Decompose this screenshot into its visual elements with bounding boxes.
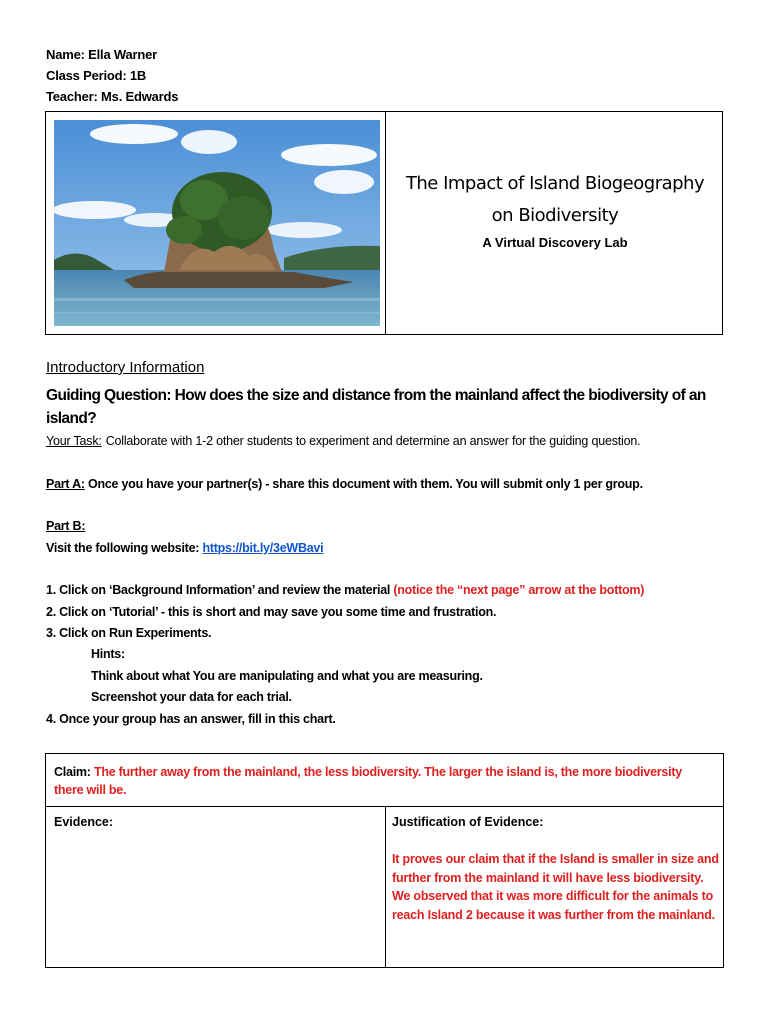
justification-text[interactable]: It proves our claim that if the Island is smaller in size and further from the mainland it will have less biodiversity. We observed that it was more difficult for the animals to reach Island 2 because it was further from the mainland. — [392, 852, 719, 922]
part-a-text: Once you have your partner(s) - share this document with them. You will submit only 1 per group. — [88, 477, 643, 491]
visit-text: Visit the following website: — [46, 541, 200, 555]
hint-2: Screenshot your data for each trial. — [91, 690, 292, 704]
task-line — [46, 434, 640, 448]
teacher-name: Teacher: Ms. Edwards — [46, 89, 179, 104]
evidence-label: Evidence: — [54, 815, 114, 829]
document-subtitle: A Virtual Discovery Lab — [482, 235, 628, 250]
part-a-label: Part A: — [46, 477, 85, 491]
step-1 — [46, 583, 644, 597]
title-table — [45, 111, 723, 335]
claim-label: Claim: — [54, 765, 91, 779]
document-title-line2: on Biodiversity — [491, 205, 619, 226]
task-text: Collaborate with 1-2 other students to experiment and determine an answer for the guiding question. — [105, 434, 641, 448]
column-divider — [385, 806, 386, 968]
step-1-note: (notice the “next page” arrow at the bottom) — [393, 583, 645, 597]
hint-1: Think about what You are manipulating and what you are measuring. — [91, 669, 483, 683]
claim-text: The further away from the mainland, the less biodiversity. The larger the island is, the more biodiversity there will be. — [54, 765, 682, 797]
title-text — [386, 168, 724, 252]
class-period: Class Period: 1B — [46, 68, 147, 83]
student-name: Name: Ella Warner — [46, 47, 157, 62]
visit-line — [46, 541, 323, 555]
task-label: Your Task: — [46, 434, 102, 448]
claim-evidence-table — [45, 753, 724, 968]
step-4: 4. Once your group has an answer, fill in this chart. — [46, 712, 336, 726]
website-link[interactable]: https://bit.ly/3eWBavi — [202, 541, 324, 555]
part-b-label: Part B: — [46, 519, 86, 533]
document-title-line1: The Impact of Island Biogeography — [405, 173, 705, 194]
hints-label: Hints: — [91, 647, 125, 661]
step-1-text: 1. Click on ‘Background Information’ and review the material — [46, 583, 391, 597]
claim-cell[interactable] — [54, 763, 714, 799]
island-photo-icon — [54, 120, 380, 326]
section-title: Introductory Information — [46, 359, 205, 376]
justification-label: Justification of Evidence: — [392, 815, 544, 829]
step-3: 3. Click on Run Experiments. — [46, 626, 212, 640]
step-2: 2. Click on ‘Tutorial’ - this is short and may save you some time and frustration. — [46, 605, 497, 619]
part-a-line — [46, 477, 643, 491]
guiding-question: Guiding Question: How does the size and distance from the mainland affect the biodiversity of an island? — [46, 387, 706, 427]
